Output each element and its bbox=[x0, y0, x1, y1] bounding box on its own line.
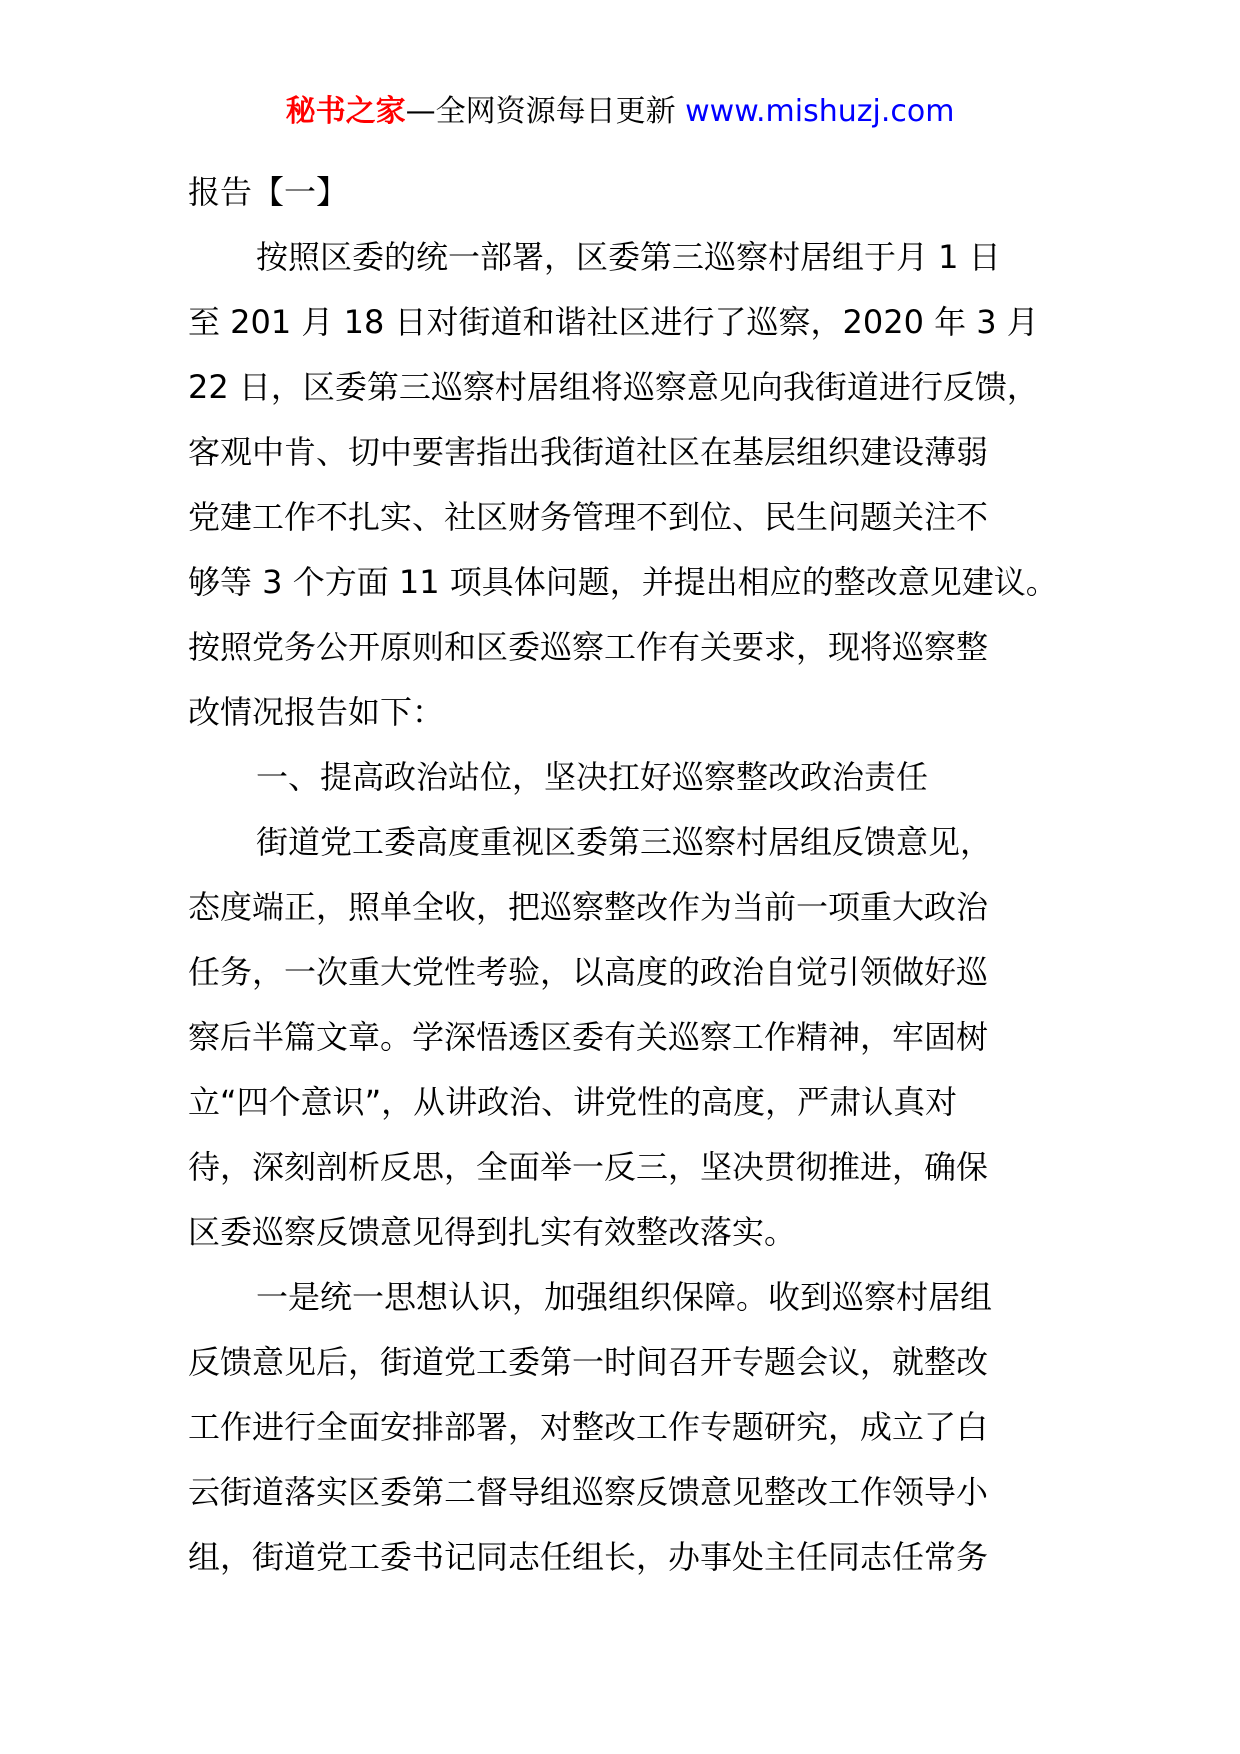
paragraph-line: 够等 3 个方面 11 项具体问题，并提出相应的整改意见建议。 bbox=[188, 563, 1058, 601]
paragraph-line: 按照党务公开原则和区委巡察工作有关要求，现将巡察整 bbox=[188, 628, 989, 666]
paragraph-line: 察后半篇文章。学深悟透区委有关巡察工作精神，牢固树 bbox=[188, 1018, 989, 1056]
site-url-link[interactable]: www.mishuzj.com bbox=[685, 94, 955, 129]
paragraph-line: 街道党工委高度重视区委第三巡察村居组反馈意见， bbox=[256, 823, 993, 861]
paragraph-line: 党建工作不扎实、社区财务管理不到位、民生问题关注不 bbox=[188, 498, 989, 536]
paragraph-line: 按照区委的统一部署，区委第三巡察村居组于月 1 日 bbox=[256, 238, 1001, 276]
paragraph-line: 任务，一次重大党性考验，以高度的政治自觉引领做好巡 bbox=[188, 953, 989, 991]
paragraph-line: 至 201 月 18 日对街道和谐社区进行了巡察，2020 年 3 月 bbox=[188, 303, 1039, 341]
paragraph-line: 待，深刻剖析反思，全面举一反三，坚决贯彻推进，确保 bbox=[188, 1148, 989, 1186]
paragraph-line: 组，街道党工委书记同志任组长，办事处主任同志任常务 bbox=[188, 1538, 989, 1576]
report-body bbox=[188, 160, 1088, 1590]
paragraph-line: 反馈意见后，街道党工委第一时间召开专题会议，就整改 bbox=[188, 1343, 989, 1381]
paragraph-line: 区委巡察反馈意见得到扎实有效整改落实。 bbox=[188, 1213, 797, 1251]
paragraph-line: 立“四个意识”，从讲政治、讲党性的高度，严肃认真对 bbox=[188, 1083, 958, 1121]
paragraph-line: 一是统一思想认识，加强组织保障。收到巡察村居组 bbox=[256, 1278, 993, 1316]
report-title: 报告【一】 bbox=[188, 173, 349, 211]
paragraph-line: 态度端正，照单全收，把巡察整改作为当前一项重大政治 bbox=[188, 888, 989, 926]
paragraph-line: 改情况报告如下： bbox=[188, 693, 445, 731]
paragraph-line: 工作进行全面安排部署，对整改工作专题研究，成立了白 bbox=[188, 1408, 989, 1446]
paragraph-line: 客观中肯、切中要害指出我街道社区在基层组织建设薄弱 bbox=[188, 433, 989, 471]
paragraph-line: 云街道落实区委第二督导组巡察反馈意见整改工作领导小 bbox=[188, 1473, 989, 1511]
section-heading: 一、提高政治站位，坚决扛好巡察整改政治责任 bbox=[256, 758, 929, 796]
site-tagline: —全网资源每日更新 bbox=[405, 94, 686, 129]
site-header bbox=[0, 92, 1240, 132]
paragraph-line: 22 日，区委第三巡察村居组将巡察意见向我街道进行反馈， bbox=[188, 368, 1039, 406]
site-brand: 秘书之家 bbox=[285, 94, 406, 129]
